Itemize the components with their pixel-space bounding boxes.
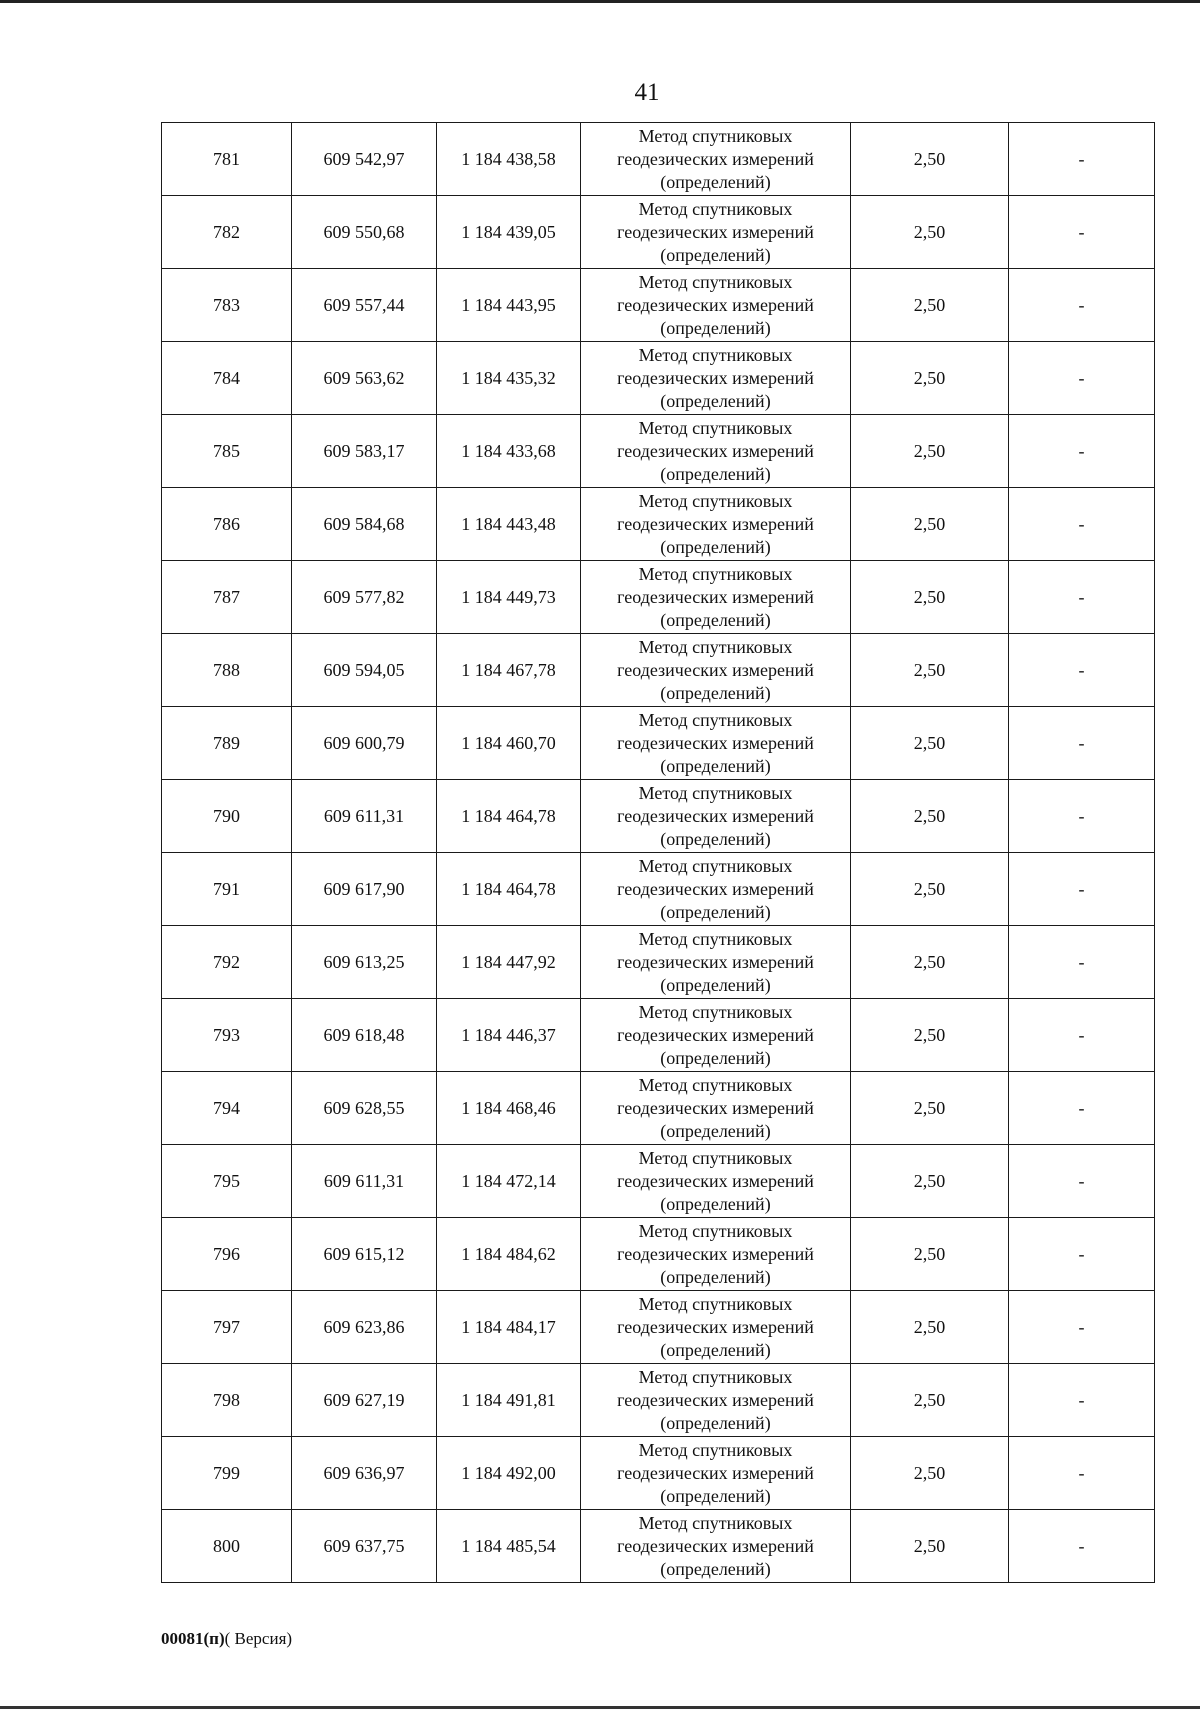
x-coordinate-cell: 609 617,90 — [292, 853, 437, 926]
y-coordinate-cell: 1 184 460,70 — [437, 707, 581, 780]
y-coordinate-cell: 1 184 433,68 — [437, 415, 581, 488]
method-text: Метод спутниковых геодезических измерений (определений) — [617, 1147, 814, 1214]
y-coordinate-cell: 1 184 443,48 — [437, 488, 581, 561]
top-edge-line — [0, 0, 1200, 3]
description-cell: - — [1009, 1291, 1155, 1364]
method-text: Метод спутниковых геодезических измерений (определений) — [617, 855, 814, 922]
point-number-cell: 784 — [162, 342, 292, 415]
accuracy-cell: 2,50 — [851, 999, 1009, 1072]
description-cell: - — [1009, 1437, 1155, 1510]
table-row — [162, 342, 1155, 415]
point-number-cell: 789 — [162, 707, 292, 780]
point-number-cell: 788 — [162, 634, 292, 707]
x-coordinate-cell: 609 613,25 — [292, 926, 437, 999]
accuracy-cell: 2,50 — [851, 780, 1009, 853]
method-text: Метод спутниковых геодезических измерений (определений) — [617, 198, 814, 265]
method-text: Метод спутниковых геодезических измерений (определений) — [617, 1512, 814, 1579]
method-cell — [581, 780, 851, 853]
description-cell: - — [1009, 415, 1155, 488]
accuracy-cell: 2,50 — [851, 123, 1009, 196]
description-cell: - — [1009, 488, 1155, 561]
point-number-cell: 794 — [162, 1072, 292, 1145]
y-coordinate-cell: 1 184 472,14 — [437, 1145, 581, 1218]
y-coordinate-cell: 1 184 449,73 — [437, 561, 581, 634]
accuracy-cell: 2,50 — [851, 269, 1009, 342]
description-cell: - — [1009, 1072, 1155, 1145]
y-coordinate-cell: 1 184 464,78 — [437, 853, 581, 926]
table-row — [162, 1218, 1155, 1291]
description-cell: - — [1009, 342, 1155, 415]
x-coordinate-cell: 609 577,82 — [292, 561, 437, 634]
table-row — [162, 1145, 1155, 1218]
accuracy-cell: 2,50 — [851, 1437, 1009, 1510]
table-row — [162, 999, 1155, 1072]
accuracy-cell: 2,50 — [851, 196, 1009, 269]
accuracy-cell: 2,50 — [851, 561, 1009, 634]
table-row — [162, 926, 1155, 999]
point-number-cell: 796 — [162, 1218, 292, 1291]
table-row — [162, 269, 1155, 342]
x-coordinate-cell: 609 627,19 — [292, 1364, 437, 1437]
y-coordinate-cell: 1 184 438,58 — [437, 123, 581, 196]
method-cell — [581, 342, 851, 415]
coordinates-table — [161, 122, 1155, 1583]
method-cell — [581, 926, 851, 999]
x-coordinate-cell: 609 542,97 — [292, 123, 437, 196]
accuracy-cell: 2,50 — [851, 1364, 1009, 1437]
page-number: 41 — [634, 79, 660, 106]
point-number-cell: 783 — [162, 269, 292, 342]
accuracy-cell: 2,50 — [851, 707, 1009, 780]
x-coordinate-cell: 609 618,48 — [292, 999, 437, 1072]
y-coordinate-cell: 1 184 443,95 — [437, 269, 581, 342]
method-cell — [581, 853, 851, 926]
method-cell — [581, 634, 851, 707]
table-row — [162, 634, 1155, 707]
description-cell: - — [1009, 999, 1155, 1072]
point-number-cell: 795 — [162, 1145, 292, 1218]
x-coordinate-cell: 609 628,55 — [292, 1072, 437, 1145]
point-number-cell: 792 — [162, 926, 292, 999]
x-coordinate-cell: 609 550,68 — [292, 196, 437, 269]
method-text: Метод спутниковых геодезических измерений (определений) — [617, 636, 814, 703]
method-text: Метод спутниковых геодезических измерений (определений) — [617, 1074, 814, 1141]
method-cell — [581, 269, 851, 342]
document-code: 00081(п) — [161, 1629, 225, 1648]
table-row — [162, 123, 1155, 196]
description-cell: - — [1009, 634, 1155, 707]
method-text: Метод спутниковых геодезических измерений (определений) — [617, 1001, 814, 1068]
method-text: Метод спутниковых геодезических измерений (определений) — [617, 344, 814, 411]
method-text: Метод спутниковых геодезических измерений (определений) — [617, 928, 814, 995]
description-cell: - — [1009, 196, 1155, 269]
accuracy-cell: 2,50 — [851, 634, 1009, 707]
x-coordinate-cell: 609 583,17 — [292, 415, 437, 488]
description-cell: - — [1009, 926, 1155, 999]
x-coordinate-cell: 609 557,44 — [292, 269, 437, 342]
method-text: Метод спутниковых геодезических измерений (определений) — [617, 1220, 814, 1287]
table-row — [162, 707, 1155, 780]
method-cell — [581, 196, 851, 269]
y-coordinate-cell: 1 184 446,37 — [437, 999, 581, 1072]
point-number-cell: 787 — [162, 561, 292, 634]
description-cell: - — [1009, 123, 1155, 196]
method-text: Метод спутниковых геодезических измерений (определений) — [617, 271, 814, 338]
accuracy-cell: 2,50 — [851, 1218, 1009, 1291]
method-text: Метод спутниковых геодезических измерений (определений) — [617, 782, 814, 849]
method-cell — [581, 1437, 851, 1510]
description-cell: - — [1009, 707, 1155, 780]
y-coordinate-cell: 1 184 492,00 — [437, 1437, 581, 1510]
accuracy-cell: 2,50 — [851, 853, 1009, 926]
bottom-edge-line — [0, 1706, 1200, 1709]
method-text: Метод спутниковых геодезических измерений (определений) — [617, 490, 814, 557]
x-coordinate-cell: 609 584,68 — [292, 488, 437, 561]
table-row — [162, 415, 1155, 488]
point-number-cell: 781 — [162, 123, 292, 196]
method-cell — [581, 707, 851, 780]
description-cell: - — [1009, 1145, 1155, 1218]
description-cell: - — [1009, 269, 1155, 342]
method-text: Метод спутниковых геодезических измерений (определений) — [617, 1366, 814, 1433]
description-cell: - — [1009, 1218, 1155, 1291]
table-row — [162, 1291, 1155, 1364]
method-cell — [581, 1218, 851, 1291]
coordinates-table-body — [162, 123, 1155, 1583]
table-row — [162, 1510, 1155, 1583]
description-cell: - — [1009, 780, 1155, 853]
description-cell: - — [1009, 1364, 1155, 1437]
x-coordinate-cell: 609 623,86 — [292, 1291, 437, 1364]
point-number-cell: 790 — [162, 780, 292, 853]
table-row — [162, 1364, 1155, 1437]
method-text: Метод спутниковых геодезических измерений (определений) — [617, 125, 814, 192]
x-coordinate-cell: 609 636,97 — [292, 1437, 437, 1510]
method-cell — [581, 1072, 851, 1145]
x-coordinate-cell: 609 615,12 — [292, 1218, 437, 1291]
method-cell — [581, 561, 851, 634]
y-coordinate-cell: 1 184 484,17 — [437, 1291, 581, 1364]
method-cell — [581, 1510, 851, 1583]
method-cell — [581, 123, 851, 196]
y-coordinate-cell: 1 184 485,54 — [437, 1510, 581, 1583]
table-row — [162, 1437, 1155, 1510]
point-number-cell: 782 — [162, 196, 292, 269]
y-coordinate-cell: 1 184 491,81 — [437, 1364, 581, 1437]
accuracy-cell: 2,50 — [851, 488, 1009, 561]
method-text: Метод спутниковых геодезических измерений (определений) — [617, 1293, 814, 1360]
accuracy-cell: 2,50 — [851, 342, 1009, 415]
description-cell: - — [1009, 1510, 1155, 1583]
y-coordinate-cell: 1 184 484,62 — [437, 1218, 581, 1291]
point-number-cell: 793 — [162, 999, 292, 1072]
table-row — [162, 853, 1155, 926]
x-coordinate-cell: 609 611,31 — [292, 1145, 437, 1218]
method-text: Метод спутниковых геодезических измерений (определений) — [617, 563, 814, 630]
method-cell — [581, 999, 851, 1072]
method-cell — [581, 1291, 851, 1364]
x-coordinate-cell: 609 611,31 — [292, 780, 437, 853]
method-text: Метод спутниковых геодезических измерений (определений) — [617, 709, 814, 776]
table-row — [162, 561, 1155, 634]
table-row — [162, 196, 1155, 269]
point-number-cell: 791 — [162, 853, 292, 926]
method-cell — [581, 1145, 851, 1218]
x-coordinate-cell: 609 637,75 — [292, 1510, 437, 1583]
y-coordinate-cell: 1 184 468,46 — [437, 1072, 581, 1145]
point-number-cell: 798 — [162, 1364, 292, 1437]
y-coordinate-cell: 1 184 447,92 — [437, 926, 581, 999]
accuracy-cell: 2,50 — [851, 1072, 1009, 1145]
method-cell — [581, 1364, 851, 1437]
point-number-cell: 800 — [162, 1510, 292, 1583]
accuracy-cell: 2,50 — [851, 1145, 1009, 1218]
document-footer — [161, 1628, 292, 1650]
x-coordinate-cell: 609 563,62 — [292, 342, 437, 415]
point-number-cell: 799 — [162, 1437, 292, 1510]
table-row — [162, 1072, 1155, 1145]
accuracy-cell: 2,50 — [851, 926, 1009, 999]
description-cell: - — [1009, 561, 1155, 634]
accuracy-cell: 2,50 — [851, 1510, 1009, 1583]
accuracy-cell: 2,50 — [851, 1291, 1009, 1364]
method-text: Метод спутниковых геодезических измерений (определений) — [617, 1439, 814, 1506]
method-cell — [581, 415, 851, 488]
table-row — [162, 488, 1155, 561]
y-coordinate-cell: 1 184 467,78 — [437, 634, 581, 707]
table-row — [162, 780, 1155, 853]
method-cell — [581, 488, 851, 561]
point-number-cell: 786 — [162, 488, 292, 561]
point-number-cell: 785 — [162, 415, 292, 488]
point-number-cell: 797 — [162, 1291, 292, 1364]
y-coordinate-cell: 1 184 435,32 — [437, 342, 581, 415]
method-text: Метод спутниковых геодезических измерений (определений) — [617, 417, 814, 484]
x-coordinate-cell: 609 594,05 — [292, 634, 437, 707]
description-cell: - — [1009, 853, 1155, 926]
accuracy-cell: 2,50 — [851, 415, 1009, 488]
y-coordinate-cell: 1 184 464,78 — [437, 780, 581, 853]
x-coordinate-cell: 609 600,79 — [292, 707, 437, 780]
y-coordinate-cell: 1 184 439,05 — [437, 196, 581, 269]
document-version: ( Версия) — [224, 1629, 293, 1648]
